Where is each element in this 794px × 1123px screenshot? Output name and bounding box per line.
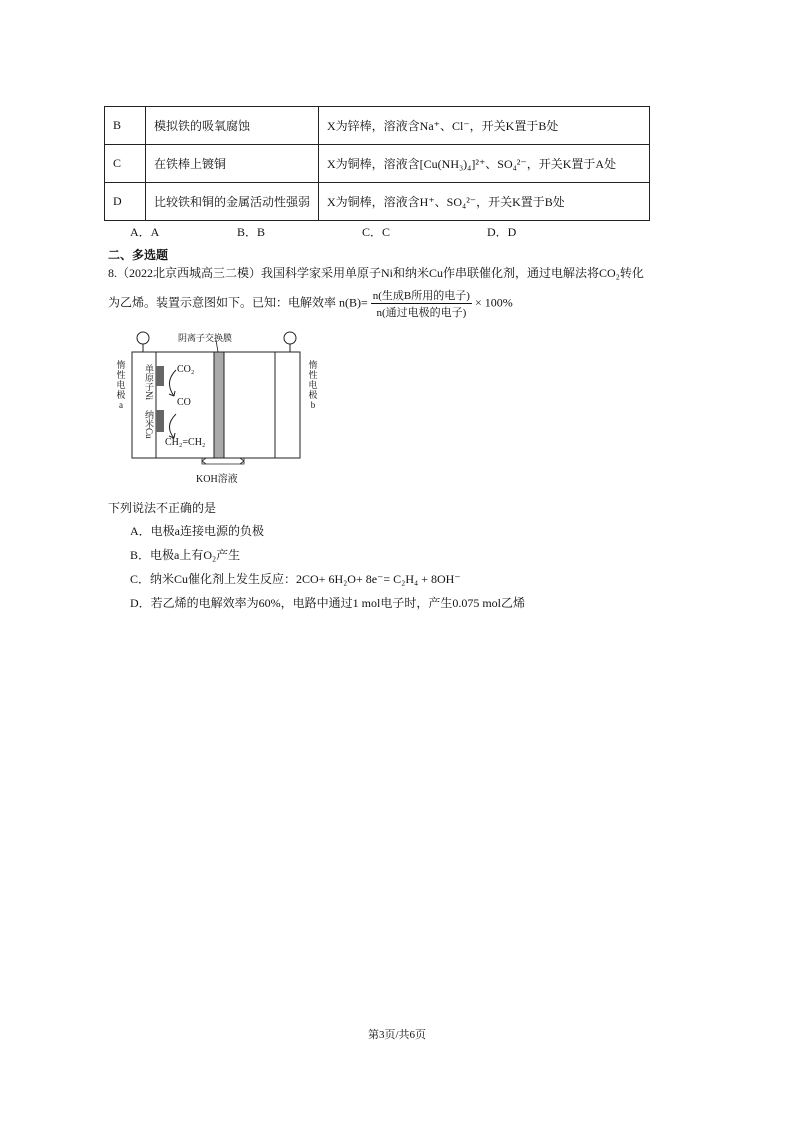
table-row bbox=[105, 107, 650, 145]
option-d[interactable]: D．若乙烯的电解效率为60%，电路中通过1 mol电子时，产生0.075 mol乙烯 bbox=[130, 596, 526, 610]
table-cell-purpose: 在铁棒上镀铜 bbox=[146, 145, 319, 183]
option-a[interactable]: A．电极a连接电源的负极 bbox=[130, 524, 264, 538]
q-line2-prefix: 为乙烯。装置示意图如下。已知：电解效率 n(B)= bbox=[108, 295, 368, 310]
electrode-label-char: 惰 bbox=[116, 360, 126, 370]
ni-label: 单原子Ni bbox=[144, 364, 154, 400]
table-row bbox=[105, 183, 650, 221]
choice-a[interactable]: A．A bbox=[130, 225, 160, 239]
question-line1: 8.（2022北京西城高三二模）我国科学家采用单原子Ni和纳米Cu作串联催化剂，通过电解法将CO₂转化 bbox=[108, 266, 644, 280]
option-c[interactable]: C．纳米Cu催化剂上发生反应：2CO+ 6H₂O+ 8e⁻= C₂H₄ + 8OH⁻ bbox=[130, 572, 461, 586]
table-cell-setup: X为铜棒，溶液含[Cu(NH₃)₄]²⁺、SO₄²⁻，开关K置于A处 bbox=[319, 145, 650, 183]
table-cell-option: D bbox=[105, 183, 146, 221]
fraction-numerator: n(生成B所用的电子) bbox=[371, 287, 472, 304]
electrode-label-char: 电 bbox=[308, 380, 318, 390]
electrode-label-char: 性 bbox=[116, 370, 126, 380]
koh-label: KOH溶液 bbox=[196, 474, 238, 485]
fraction-denominator: n(通过电极的电子) bbox=[376, 307, 467, 319]
question-line2 bbox=[108, 287, 513, 320]
choice-b[interactable]: B．B bbox=[237, 225, 266, 239]
electrode-label-char: a bbox=[119, 400, 123, 410]
co2-label: CO₂ bbox=[177, 364, 195, 375]
co-label: CO bbox=[177, 397, 191, 408]
electrode-b-label bbox=[308, 360, 318, 410]
electrode-label-char: b bbox=[310, 400, 316, 410]
ni-catalyst bbox=[156, 366, 164, 386]
table-cell-option: C bbox=[105, 145, 146, 183]
section-title: 二、多选题 bbox=[108, 248, 169, 262]
table-row bbox=[105, 145, 650, 183]
electrolysis-diagram bbox=[110, 330, 310, 482]
table-cell-purpose: 模拟铁的吸氧腐蚀 bbox=[146, 107, 319, 145]
choice-d[interactable]: D．D bbox=[487, 225, 517, 239]
table-cell-setup: X为锌棒，溶液含Na⁺、Cl⁻，开关K置于B处 bbox=[319, 107, 650, 145]
electrode-label-char: 极 bbox=[116, 390, 126, 400]
page-footer: 第3页/共6页 bbox=[367, 1029, 427, 1041]
terminal-a-icon bbox=[137, 332, 149, 344]
electrode-label-char: 电 bbox=[116, 380, 126, 390]
table-cell-option: B bbox=[105, 107, 146, 145]
option-b[interactable]: B．电极a上有O₂产生 bbox=[130, 548, 241, 562]
cu-label: 纳米Cu bbox=[144, 410, 154, 439]
ethylene-label: CH₂=CH₂ bbox=[165, 437, 206, 448]
membrane-label: 阴离子交换膜 bbox=[178, 333, 233, 343]
cu-catalyst bbox=[156, 410, 164, 432]
choice-c[interactable]: C．C bbox=[362, 225, 391, 239]
efficiency-fraction bbox=[371, 287, 472, 320]
question-prompt: 下列说法不正确的是 bbox=[108, 501, 217, 515]
q7-choices bbox=[130, 223, 516, 240]
electrode-label-char: 惰 bbox=[308, 360, 318, 370]
anion-exchange-membrane bbox=[214, 352, 224, 458]
options-table bbox=[104, 106, 650, 221]
koh-bracket-icon bbox=[202, 458, 244, 464]
electrode-a-label bbox=[116, 360, 126, 410]
table-cell-setup: X为铜棒，溶液含H⁺、SO₄²⁻，开关K置于B处 bbox=[319, 183, 650, 221]
electrode-label-char: 极 bbox=[308, 390, 318, 400]
table-cell-purpose: 比较铁和铜的金属活动性强弱 bbox=[146, 183, 319, 221]
electrode-b bbox=[275, 352, 300, 458]
q-line2-suffix: × 100% bbox=[474, 295, 513, 310]
terminal-b-icon bbox=[284, 332, 296, 344]
electrode-label-char: 性 bbox=[308, 370, 318, 380]
